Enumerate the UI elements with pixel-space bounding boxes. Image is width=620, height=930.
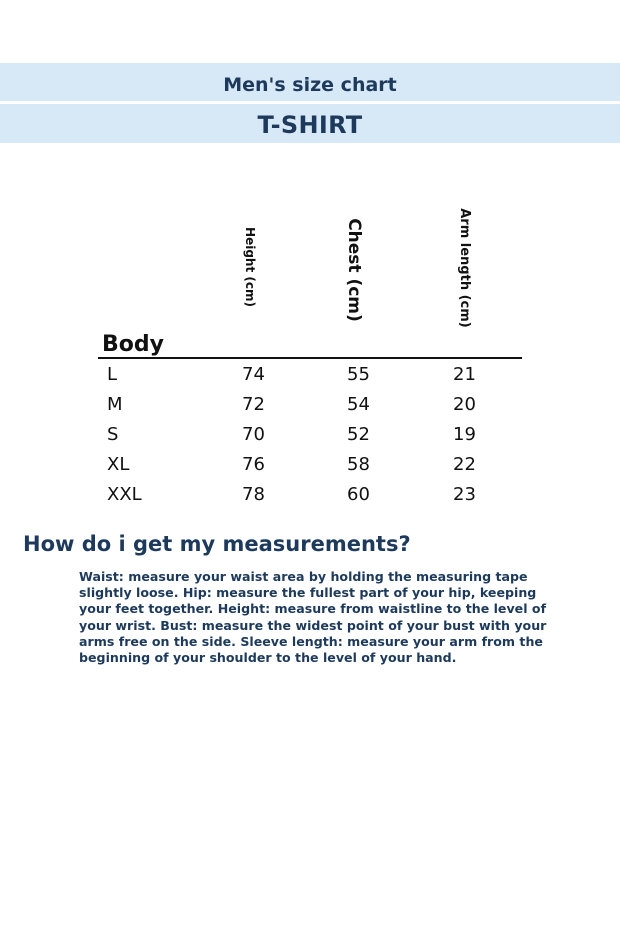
arm-length-cell: 23: [453, 484, 476, 505]
height-cell: 72: [242, 394, 265, 415]
height-cell: 70: [242, 424, 265, 445]
height-cell: 76: [242, 454, 265, 475]
row-group-label: Body: [102, 332, 164, 357]
table-row: [0, 480, 620, 510]
arm-length-cell: 19: [453, 424, 476, 445]
measurement-guide-title: How do i get my measurements?: [23, 532, 411, 556]
size-chart-title-band: [0, 63, 620, 101]
chest-cell: 60: [347, 484, 370, 505]
column-header-arm-length: Arm length (cm): [457, 208, 472, 328]
column-header-height: Height (cm): [243, 227, 257, 307]
size-cell: L: [107, 364, 118, 385]
chest-cell: 58: [347, 454, 370, 475]
table-row: [0, 390, 620, 420]
measurement-guide-text: Waist: measure your waist area by holding the measuring tape slightly loose. Hip: measure the fullest part of your hip, keeping your feet together. Height: measure from waistline to the level of your wrist. Bust: measure the widest point of your bust with your arms free on the side. Sleeve length: measure your arm from the beginning of your shoulder to the level of your hand.: [79, 569, 547, 666]
arm-length-cell: 20: [453, 394, 476, 415]
size-cell: S: [107, 424, 119, 445]
size-chart-title: Men's size chart: [223, 74, 397, 96]
chest-cell: 55: [347, 364, 370, 385]
table-row: [0, 450, 620, 480]
table-header-rule: [98, 357, 522, 359]
garment-type-title: T-SHIRT: [257, 111, 363, 139]
height-cell: 78: [242, 484, 265, 505]
height-cell: 74: [242, 364, 265, 385]
chest-cell: 54: [347, 394, 370, 415]
size-cell: M: [107, 394, 123, 415]
size-cell: XXL: [107, 484, 142, 505]
column-header-chest: Chest (cm): [344, 218, 364, 322]
arm-length-cell: 22: [453, 454, 476, 475]
arm-length-cell: 21: [453, 364, 476, 385]
garment-type-band: [0, 104, 620, 143]
table-row: [0, 420, 620, 450]
chest-cell: 52: [347, 424, 370, 445]
size-cell: XL: [107, 454, 130, 475]
table-row: [0, 360, 620, 390]
